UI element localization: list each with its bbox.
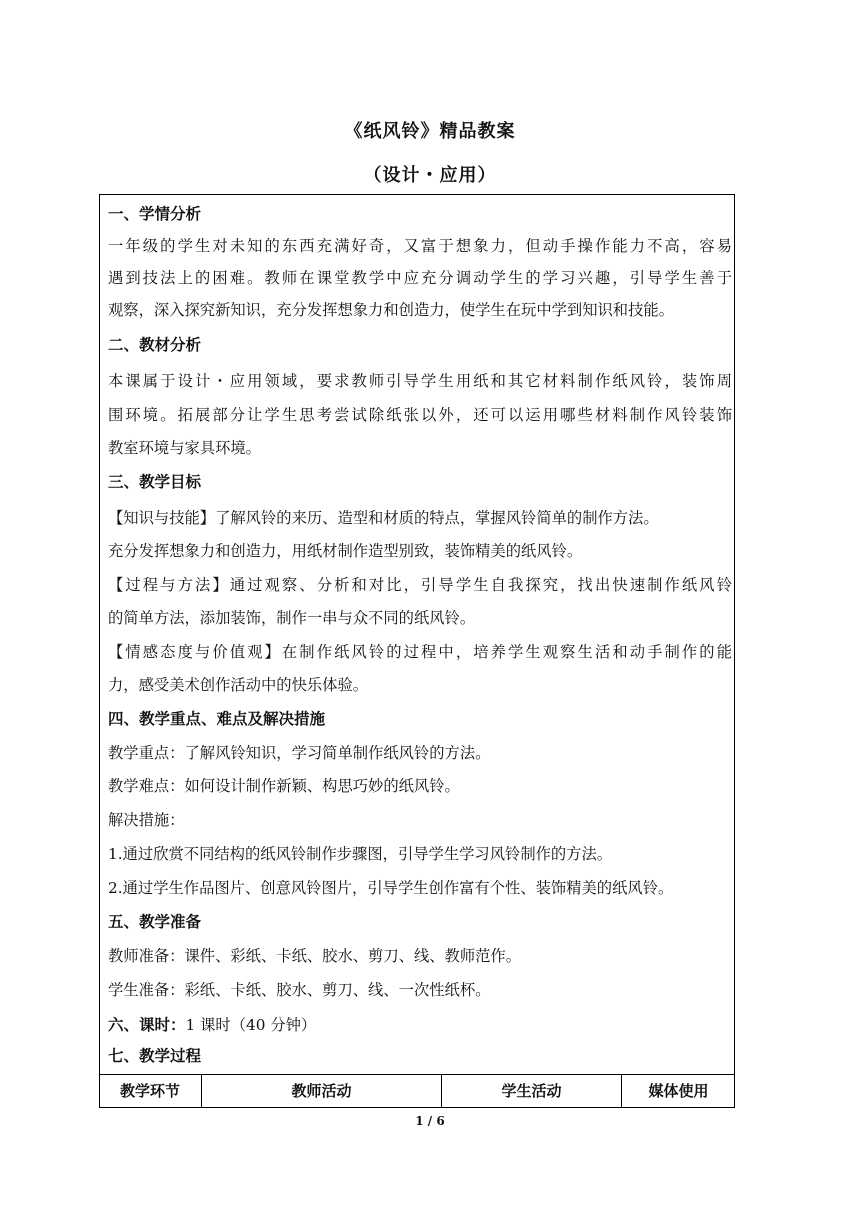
table-header-student-activity: 学生活动 [501,1082,562,1100]
table-header-stage: 教学环节 [119,1082,180,1100]
section-heading-key-points: 四、教学重点、难点及解决措施 [108,710,326,728]
paragraph-line: 2.通过学生作品图片、创意风铃图片，引导学生创作富有个性、装饰精美的纸风铃。 [108,879,674,897]
section-heading-teaching-goals: 三、教学目标 [108,473,202,491]
class-hours-value: 1 课时（40 分钟） [185,1016,317,1034]
paragraph-line: 观察，深入探究新知识，充分发挥想象力和创造力，使学生在玩中学到知识和技能。 [108,301,674,319]
paragraph-line: 本课属于设计・应用领域，要求教师引导学生用纸和其它材料制作纸风铃，装饰周 [108,372,732,390]
paragraph-line: 充分发挥想象力和创造力，用纸材制作造型别致，装饰精美的纸风铃。 [108,542,583,560]
paragraph-line: 学生准备：彩纸、卡纸、胶水、剪刀、线、一次性纸杯。 [108,981,491,999]
section-heading-teaching-process: 七、教学过程 [108,1047,202,1065]
section-heading-material-analysis: 二、教材分析 [108,336,202,354]
paragraph-line: 遇到技法上的困难。教师在课堂教学中应充分调动学生的学习兴趣，引导学生善于 [108,269,732,287]
paragraph-line: 教室环境与家具环境。 [108,439,261,457]
paragraph-line: 一年级的学生对未知的东西充满好奇，又富于想象力，但动手操作能力不高，容易 [108,237,732,255]
paragraph-line: 教学难点：如何设计制作新颖、构思巧妙的纸风铃。 [108,777,460,795]
class-hours-line [108,1013,732,1037]
paragraph-line: 【过程与方法】通过观察、分析和对比，引导学生自我探究，找出快速制作纸风铃 [108,576,732,594]
document-subtitle: （设计・应用） [363,165,497,186]
section-heading-class-hours: 六、课时： [108,1016,186,1034]
table-header-teacher-activity: 教师活动 [291,1082,352,1100]
paragraph-line: 【情感态度与价值观】在制作纸风铃的过程中，培养学生观察生活和动手制作的能 [108,643,732,661]
paragraph-line: 教学重点：了解风铃知识，学习简单制作纸风铃的方法。 [108,744,491,762]
paragraph-line: 【知识与技能】了解风铃的来历、造型和材质的特点，掌握风铃简单的制作方法。 [108,509,659,527]
document-title: 《纸风铃》精品教案 [344,121,516,142]
table-header-media: 媒体使用 [648,1082,709,1100]
paragraph-line: 的简单方法，添加装饰，制作一串与众不同的纸风铃。 [108,609,476,627]
section-heading-learner-analysis: 一、学情分析 [108,205,202,223]
page-number: 1 / 6 [415,1114,445,1128]
paragraph-line: 1.通过欣赏不同结构的纸风铃制作步骤图，引导学生学习风铃制作的方法。 [108,845,613,863]
paragraph-line: 围环境。拓展部分让学生思考尝试除纸张以外，还可以运用哪些材料制作风铃装饰 [108,406,732,424]
paragraph-line: 教师准备：课件、彩纸、卡纸、胶水、剪刀、线、教师范作。 [108,947,522,965]
paragraph-line: 力，感受美术创作活动中的快乐体验。 [108,676,369,694]
paragraph-line: 解决措施： [108,811,185,829]
section-heading-preparation: 五、教学准备 [108,913,202,931]
